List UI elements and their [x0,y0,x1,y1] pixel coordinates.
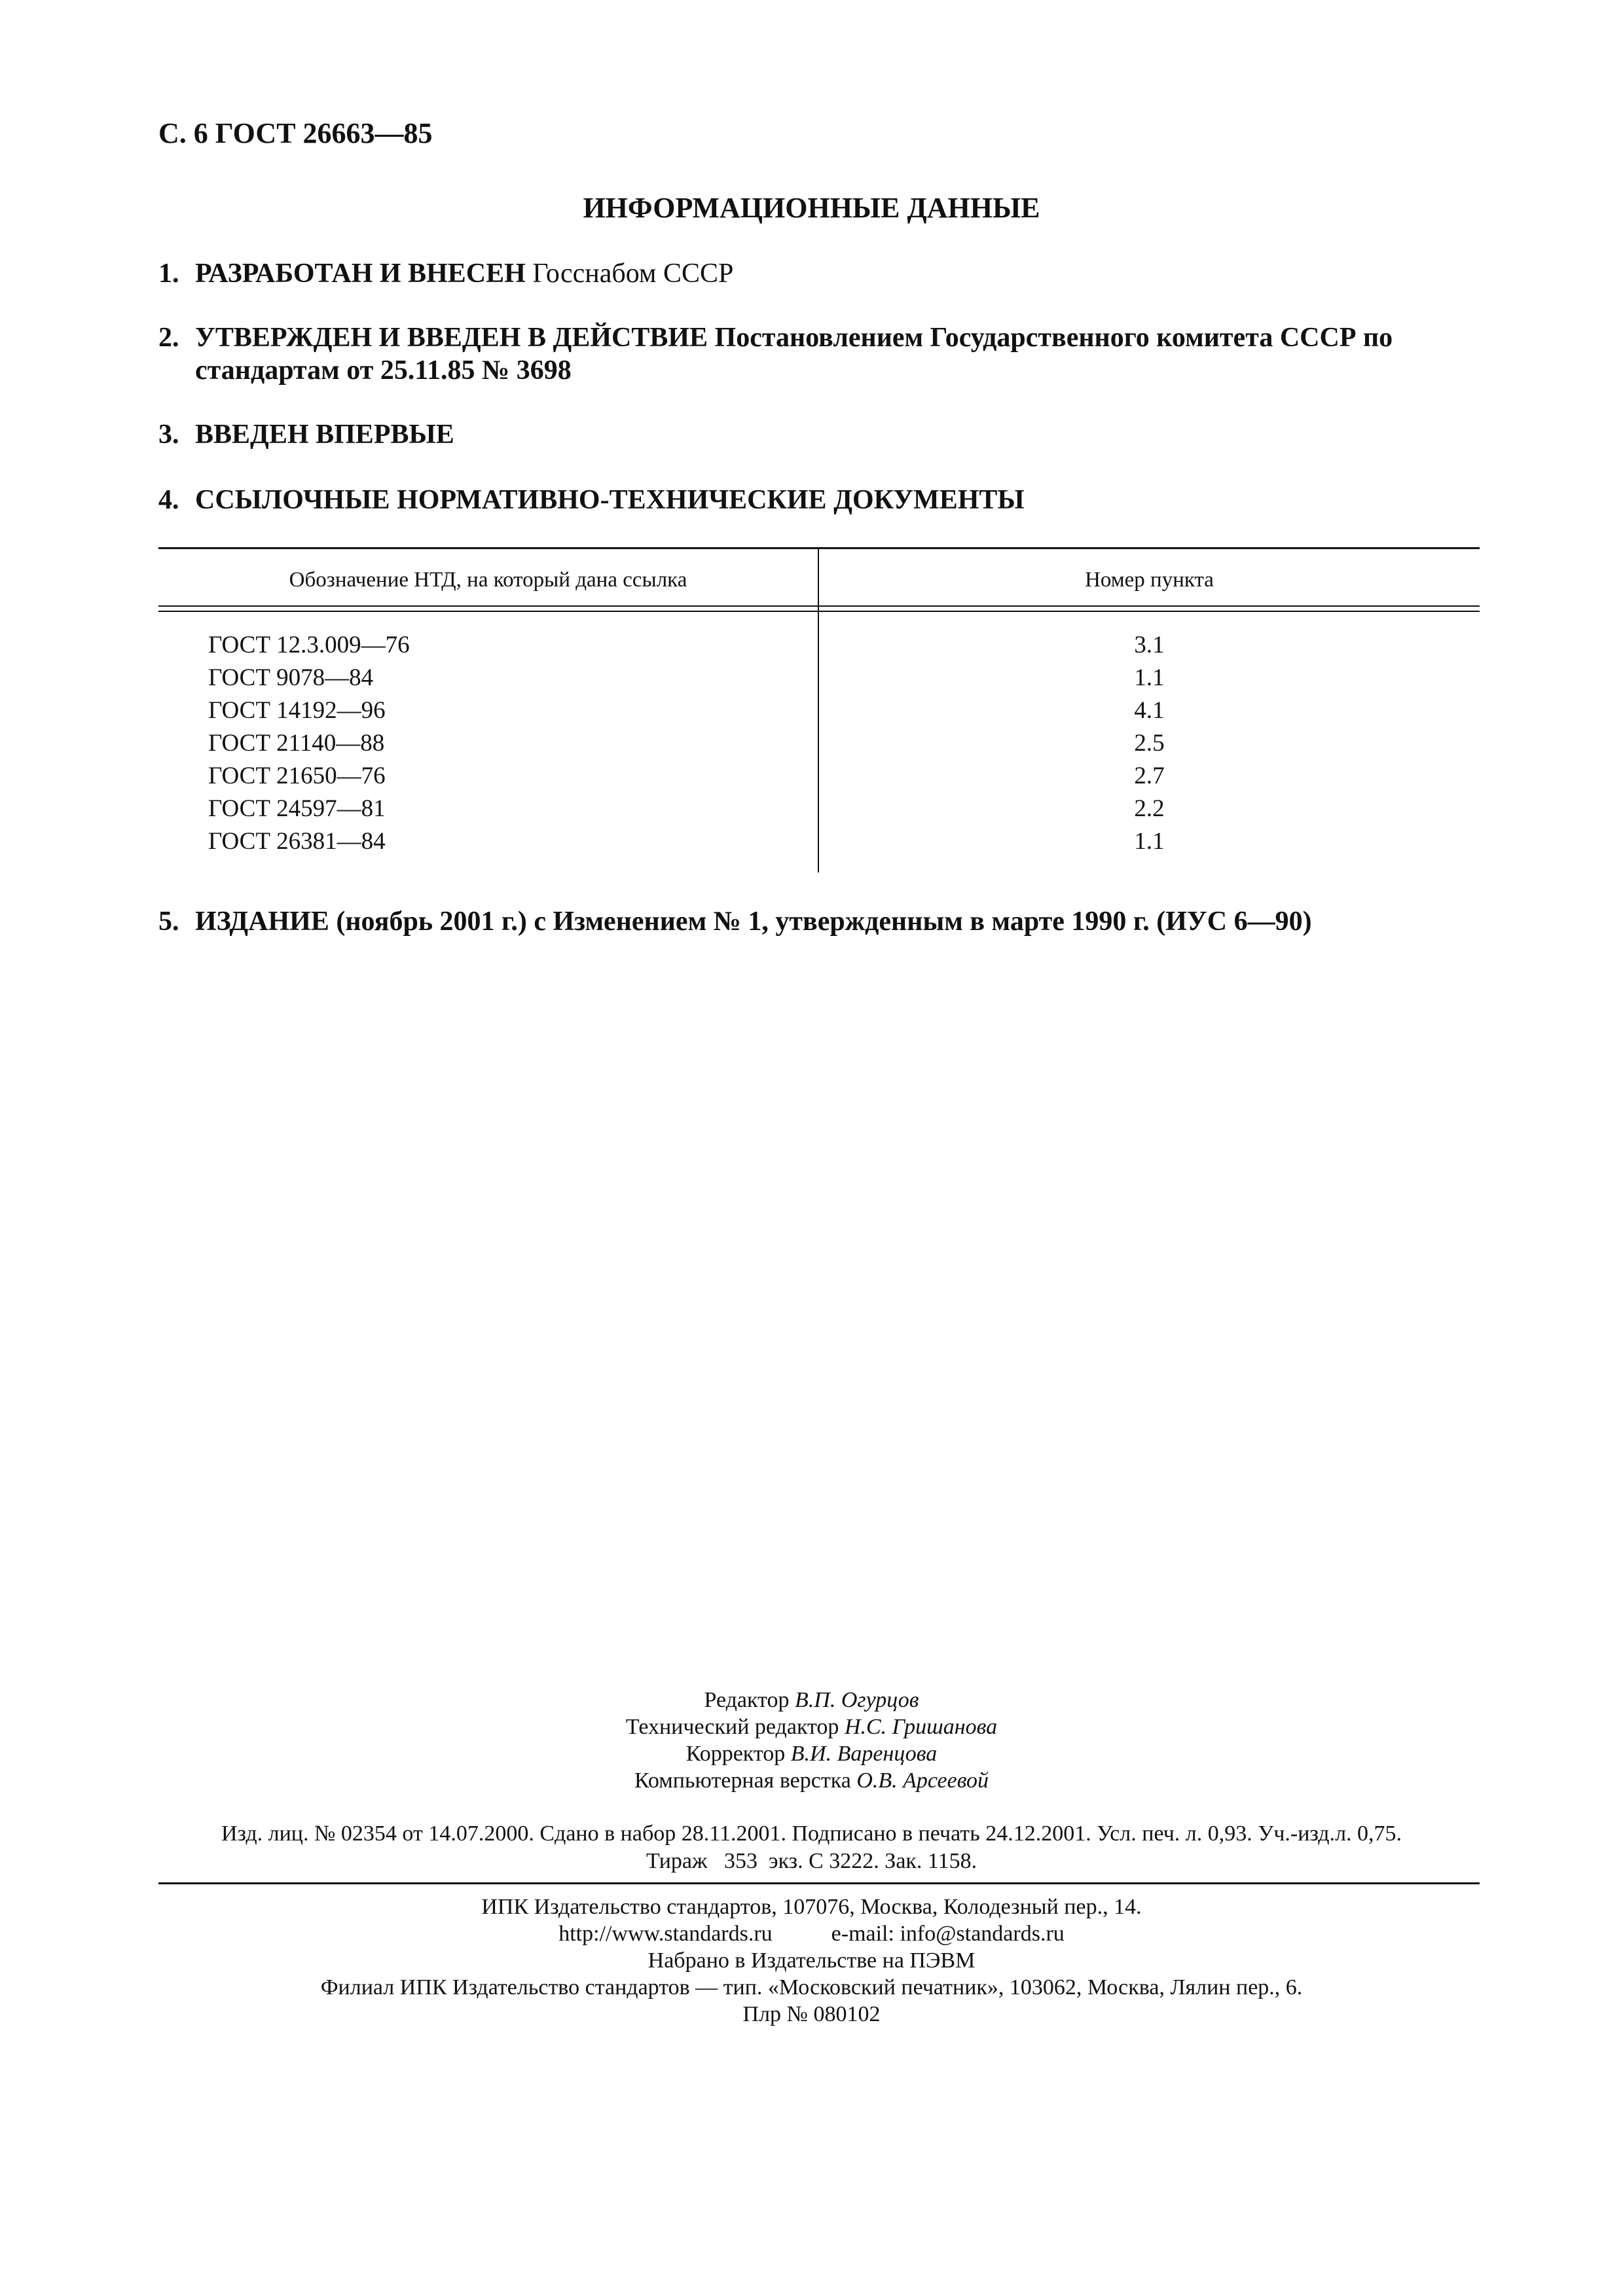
credit-editor: Редактор В.П. Огурцов [704,1688,919,1712]
table-cell-designation: ГОСТ 26381—84 [208,828,386,855]
table-cell-clause: 4.1 [1134,697,1165,724]
item-number: 1. [158,259,179,289]
imprint-email[interactable]: e-mail: info@standards.ru [831,1922,1065,1946]
table-cell-designation: ГОСТ 14192—96 [208,697,386,724]
imprint-contacts [0,1920,1623,1947]
item-text: Госснабом СССР [532,259,734,289]
table-header-clause: Номер пункта [1085,568,1214,592]
info-item-1 [158,257,733,291]
table-cell-designation: ГОСТ 24597—81 [208,795,386,822]
table-cell-clause: 1.1 [1134,664,1165,691]
table-cell-designation: ГОСТ 21140—88 [208,730,385,757]
table-cell-clause: 1.1 [1134,828,1165,855]
imprint-branch: Филиал ИПК Издательство стандартов — тип. «Московский печатник», 103062, Москва, Лялин пер., 6. [320,1975,1303,2000]
credit-layout: Компьютерная верстка О.В. Арсеевой [634,1768,989,1793]
imprint-website[interactable]: http://www.standards.ru [558,1922,773,1946]
imprint-block [0,1893,1623,2028]
table-header-rule-2 [158,611,1480,612]
imprint-typeset: Набрано в Издательстве на ПЭВМ [647,1948,976,1973]
item-heading: РАЗРАБОТАН И ВНЕСЕН [195,259,526,289]
info-item-4 [158,483,1025,517]
section-title: ИНФОРМАЦИОННЫЕ ДАННЫЕ [583,192,1040,224]
table-cell-designation: ГОСТ 21650—76 [208,762,386,789]
imprint-rule [158,1882,1480,1884]
publication-line-1: Изд. лиц. № 02354 от 14.07.2000. Сдано в набор 28.11.2001. Подписано в печать 24.12.2001. Усл. печ. л. 0,93. Уч.-изд.л. 0,75. [221,1821,1402,1846]
table-cell-clause: 2.5 [1134,730,1165,757]
table-cell-designation: ГОСТ 9078—84 [208,664,374,691]
table-cell-clause: 2.7 [1134,762,1165,789]
item-heading: ИЗДАНИЕ (ноябрь 2001 г.) с Изменением № 1, утвержденным в марте 1990 г. (ИУС 6—90) [195,906,1312,937]
table-header-designation: Обозначение НТД, на который дана ссылка [289,568,687,592]
credit-proofreader: Корректор В.И. Варенцова [685,1742,938,1766]
table-top-rule [158,547,1480,549]
item-heading: УТВЕРЖДЕН И ВВЕДЕН В ДЕЙСТВИЕ [195,323,708,353]
item-number: 4. [158,485,179,515]
item-text: Постановлением Государственного комитета СССР по [714,323,1393,353]
imprint-license: Плр № 080102 [742,2002,881,2026]
table-cell-clause: 3.1 [1134,632,1165,658]
credit-tech-editor: Технический редактор Н.С. Гришанова [625,1715,998,1739]
table-header-rule-1 [158,605,1480,607]
info-item-3 [158,418,454,452]
item-heading: ВВЕДЕН ВПЕРВЫЕ [195,420,454,450]
item-number: 2. [158,323,179,353]
info-item-2-continuation: стандартам от 25.11.85 № 3698 [195,355,572,386]
imprint-publisher: ИПК Издательство стандартов, 107076, Москва, Колодезный пер., 14. [481,1895,1142,1919]
item-number: 5. [158,906,179,937]
item-number: 3. [158,420,179,450]
table-cell-designation: ГОСТ 12.3.009—76 [208,632,410,658]
info-item-5 [158,905,1312,939]
publication-line-2: Тираж 353 экз. С 3222. Зак. 1158. [646,1849,977,1873]
info-item-2 [158,321,1393,355]
page-header: С. 6 ГОСТ 26663—85 [158,117,433,149]
credits-block [0,1687,1623,1794]
table-cell-clause: 2.2 [1134,795,1165,822]
item-heading: ССЫЛОЧНЫЕ НОРМАТИВНО-ТЕХНИЧЕСКИЕ ДОКУМЕНТЫ [195,485,1025,515]
